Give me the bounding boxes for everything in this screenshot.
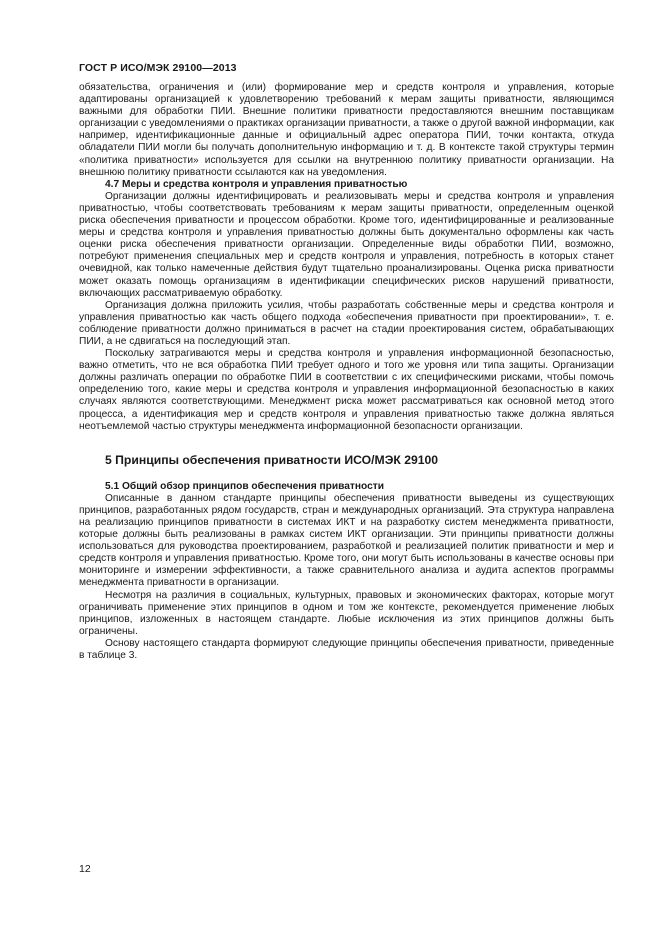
paragraph: Организация должна приложить усилия, чтобы разработать собственные меры и средства контроля и управления приватностью как часть общего подхода «обеспечения приватности при проектировании», т. е. соблюдение приватности должно приниматься в расчет на стадии проектирования систем, обрабатывающих ПИИ, а не сдвигаться на последующий этап. (79, 299, 614, 347)
paragraph: Основу настоящего стандарта формируют следующие принципы обеспечения приватности, приведенные в таблице 3. (79, 637, 614, 662)
paragraph: Поскольку затрагиваются меры и средства контроля и управления информационной безопасностью, важно отметить, что не вся обработка ПИИ требует одного и того же уровня или типа защиты. Организации должны различать операции по обработке ПИИ в соответствии с их специфическими рисками, чтобы помочь определению того, какие меры и средства контроля и управления информационной безопасностью в каких случаях являются соответствующими. Менеджмент риска может рассматриваться как основной метод этого процесса, а идентификация мер и средств контроля и управления приватностью также должна являться неотъемлемой частью структуры менеджмента информационной безопасности организации. (79, 348, 614, 432)
paragraph: обязательства, ограничения и (или) формирование мер и средств контроля и управления, которые адаптированы организацией к удовлетворению требований к мерам защиты приватности, являющимся важными для обработки ПИИ. Внешние политики приватности предоставляются внешним поставщикам организации с уведомлениями о практиках организации приватности, а также о другой важной информации, как например, идентификационные данные и официальный адрес оператора ПИИ, точки контакта, откуда обладатели ПИИ могли бы получать дополнительную информацию и т. д. В контексте такой структуры термин «политика приватности» используется для ссылки на внутреннюю политику приватности организации. На внешнюю политику приватности ссылаются как на уведомления. (79, 82, 614, 178)
subsection-heading-4-7: 4.7 Меры и средства контроля и управления приватностью (105, 178, 408, 190)
page-content (79, 82, 614, 662)
paragraph: Организации должны идентифицировать и реализовывать меры и средства контроля и управления приватностью, чтобы соответствовать требованиям к мерам защиты приватности, определенным оценкой риска обеспечения приватности и процессом обработки. Кроме того, идентифицированные и реализованные меры и средства контроля и управления приватностью должны быть документально оформлены как часть оценки риска обеспечения приватности организации. Определенные виды обработки ПИИ, возможно, потребуют применения специальных мер и средств контроля и управления, потребность в которых станет очевидной, как только намеченные действия будут тщательно проанализированы. Оценка риска приватности может оказать помощь организациям в идентификации специфических рисков нарушений приватности, включающих рассматриваемую обработку. (79, 190, 614, 299)
document-header: ГОСТ Р ИСО/МЭК 29100—2013 (79, 62, 237, 74)
subsection-heading-5-1: 5.1 Общий обзор принципов обеспечения приватности (105, 480, 385, 492)
page-number: 12 (79, 863, 91, 875)
paragraph: Несмотря на различия в социальных, культурных, правовых и экономических факторах, которые могут ограничивать применение этих принципов в одном и том же контексте, рекомендуется применение любых принципов, изложенных в настоящем стандарте. Любые исключения из этих принципов должны быть ограничены. (79, 589, 614, 637)
paragraph: Описанные в данном стандарте принципы обеспечения приватности выведены из существующих принципов, разработанных рядом государств, стран и международных организаций. Эта структура направлена на реализацию принципов приватности в системах ИКТ и на разработку систем менеджмента приватности, которые должны быть реализованы в рамках систем ИКТ организации. Эти принципы приватности должны использоваться для руководства проектированием, разработкой и реализацией политик приватности и мер и средств контроля и управления приватностью. Кроме того, они могут быть использованы в качестве основы при мониторинге и измерении эффективности, а также сравнительного анализа и аудита аспектов программы менеджмента приватности в организации. (79, 492, 614, 589)
section-heading-5: 5 Принципы обеспечения приватности ИСО/МЭК 29100 (105, 452, 439, 467)
